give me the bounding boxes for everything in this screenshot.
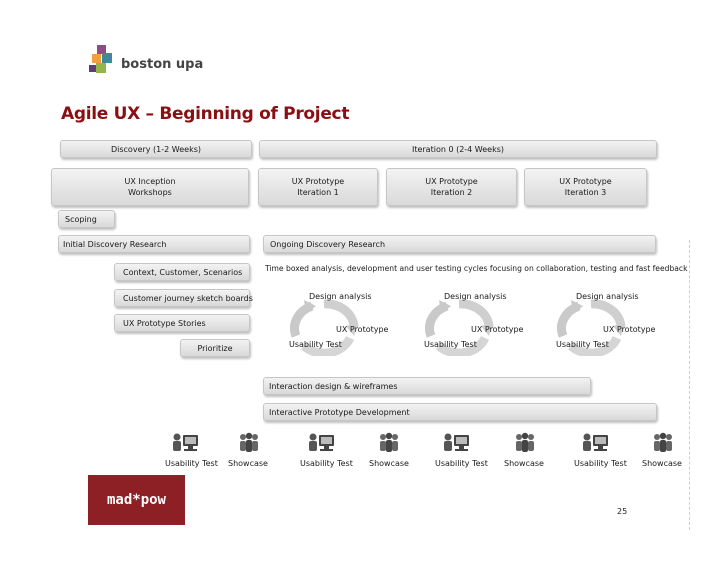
activity-initial-discovery-research	[58, 235, 250, 253]
legend-item-3	[298, 432, 358, 472]
legend-label: Showcase	[504, 459, 544, 468]
activity-ongoing-discovery-research	[263, 235, 656, 253]
mad-pow-logo: mad*pow	[88, 475, 185, 525]
legend-label: Showcase	[228, 459, 268, 468]
boston-upa-logo-icon	[88, 44, 118, 76]
activity-customer-journey	[114, 289, 253, 307]
cycle-usability-test: Usability Test	[289, 340, 342, 349]
page-title: Agile UX – Beginning of Project	[61, 104, 350, 124]
legend-label: Usability Test	[300, 459, 353, 468]
activity-prioritize-label: Prioritize	[197, 343, 233, 353]
legend-label: Showcase	[642, 459, 682, 468]
milestone-ux-inception	[51, 168, 249, 206]
cycle-usability-test: Usability Test	[424, 340, 477, 349]
milestone-label-line1: UX Prototype	[425, 177, 478, 186]
usability-test-icon	[308, 432, 336, 454]
legend-label: Usability Test	[574, 459, 627, 468]
activity-prioritize	[180, 339, 250, 357]
activity-context-label: Context, Customer, Scenarios	[123, 267, 243, 277]
phase-iteration-0	[259, 140, 657, 158]
timebox-description: Time boxed analysis, development and user testing cycles focusing on collaboration, testing and fast feedback	[265, 264, 688, 273]
cycle-ux-prototype: UX Prototype	[336, 325, 389, 334]
legend-label: Usability Test	[435, 459, 488, 468]
legend-label: Showcase	[369, 459, 409, 468]
activity-scoping-label: Scoping	[65, 214, 97, 224]
milestone-label-line2: Iteration 3	[564, 188, 607, 197]
activity-context-customer-scenarios	[114, 263, 250, 281]
milestone-label-line1: UX Prototype	[291, 177, 345, 186]
page-number: 25	[617, 507, 628, 516]
divider-line	[689, 240, 690, 530]
milestone-label-line2: Workshops	[128, 188, 172, 197]
legend-item-2	[224, 432, 279, 472]
activity-stories-label: UX Prototype Stories	[123, 318, 206, 328]
cycle-3	[546, 288, 666, 358]
activity-initial-research-label: Initial Discovery Research	[63, 239, 167, 249]
boston-upa-wordmark: boston upa	[121, 57, 204, 72]
showcase-icon	[238, 432, 260, 454]
cycle-1	[279, 288, 399, 358]
activity-ongoing-research-label: Ongoing Discovery Research	[270, 239, 386, 249]
activity-ux-prototype-stories	[114, 314, 250, 332]
phase-discovery-label: Discovery (1-2 Weeks)	[110, 144, 201, 154]
milestone-label-line1: UX Inception	[124, 177, 176, 186]
legend-item-4	[364, 432, 419, 472]
cycle-design-analysis: Design analysis	[576, 292, 639, 301]
milestone-prototype-3	[524, 168, 647, 206]
milestone-label-line1: UX Prototype	[559, 177, 612, 186]
milestone-prototype-2	[386, 168, 517, 206]
legend-item-7	[572, 432, 632, 472]
legend-label: Usability Test	[165, 459, 218, 468]
activity-interactive-prototype-label: Interactive Prototype Development	[269, 407, 410, 417]
phase-iteration-0-label: Iteration 0 (2-4 Weeks)	[411, 144, 505, 154]
activity-journey-label: Customer journey sketch boards	[123, 293, 253, 303]
cycle-design-analysis: Design analysis	[444, 292, 507, 301]
milestone-label-line2: Iteration 2	[430, 188, 473, 197]
cycle-ux-prototype: UX Prototype	[603, 325, 656, 334]
usability-test-icon	[172, 432, 200, 454]
activity-interaction-design-label: Interaction design & wireframes	[269, 381, 398, 391]
milestone-label-line2: Iteration 1	[297, 188, 339, 197]
phase-discovery	[60, 140, 252, 158]
legend-item-6	[500, 432, 555, 472]
legend-item-5	[433, 432, 493, 472]
activity-interaction-design	[263, 377, 591, 395]
legend-item-8	[638, 432, 688, 472]
activity-interactive-prototype	[263, 403, 657, 421]
cycle-ux-prototype: UX Prototype	[471, 325, 524, 334]
showcase-icon	[378, 432, 400, 454]
cycle-design-analysis: Design analysis	[309, 292, 372, 301]
milestone-prototype-1	[258, 168, 378, 206]
cycle-2	[414, 288, 534, 358]
cycle-usability-test: Usability Test	[556, 340, 609, 349]
usability-test-icon	[582, 432, 610, 454]
legend-item-1	[162, 432, 222, 472]
usability-test-icon	[443, 432, 471, 454]
showcase-icon	[652, 432, 674, 454]
activity-scoping	[58, 210, 115, 228]
showcase-icon	[514, 432, 536, 454]
